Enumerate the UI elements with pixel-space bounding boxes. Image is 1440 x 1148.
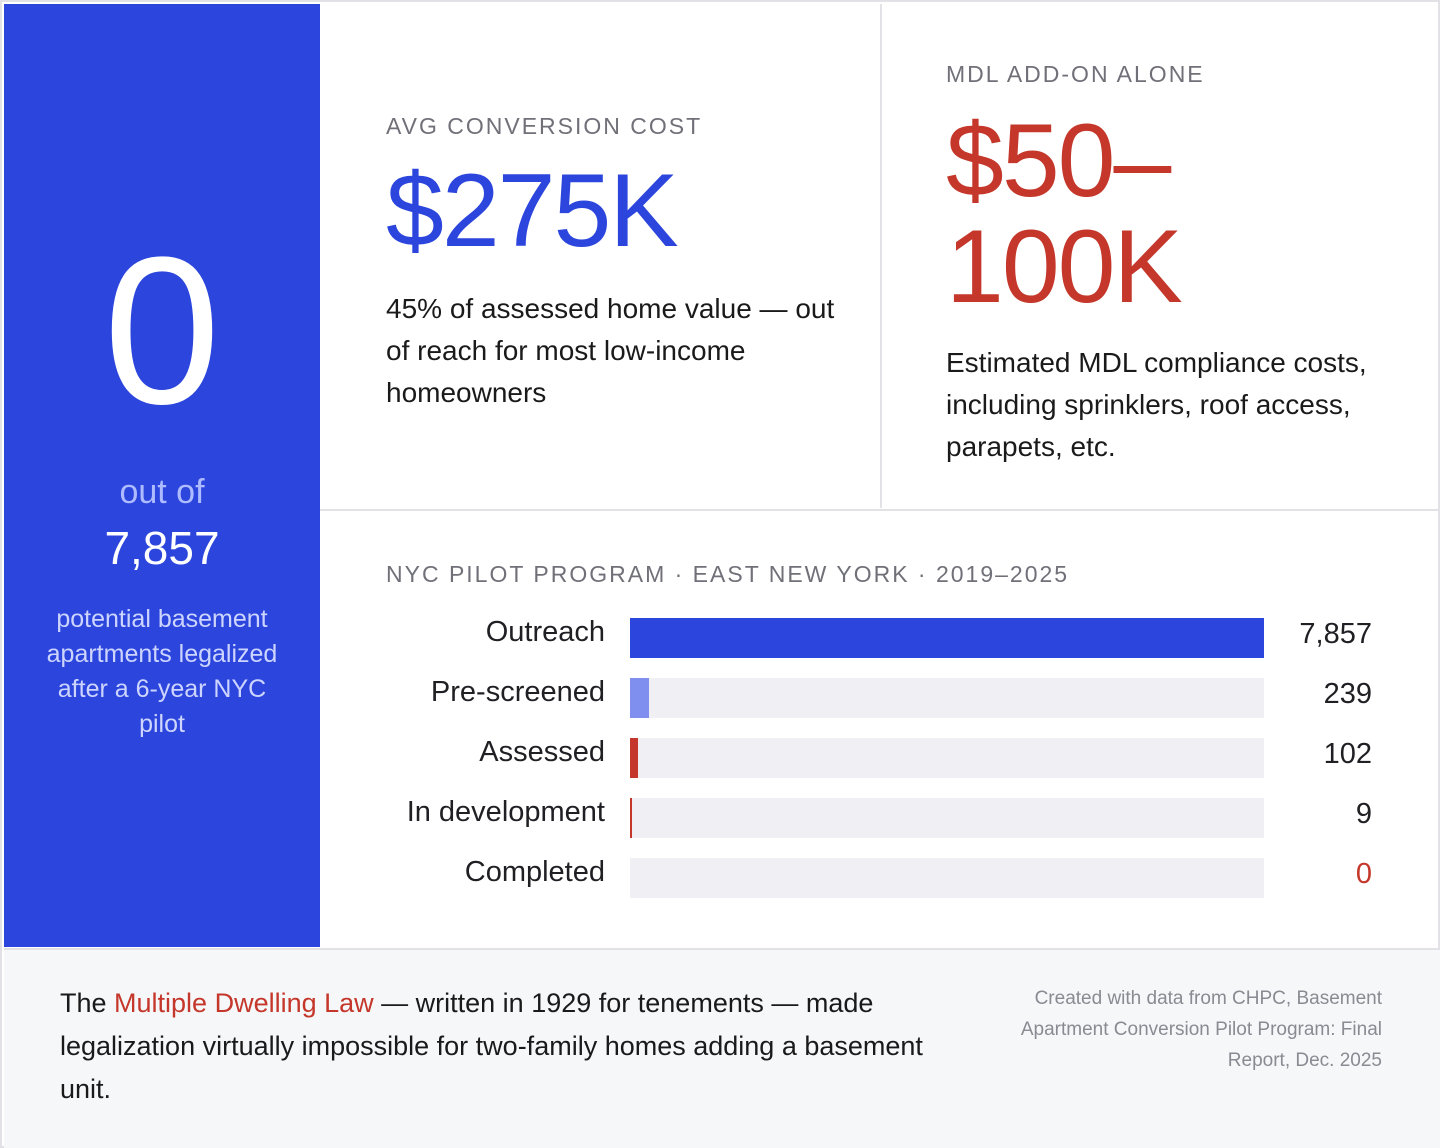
funnel-value-assessed: 102 bbox=[1323, 738, 1372, 770]
mdl-addon-value-line1: $50– bbox=[946, 103, 1170, 219]
conversion-cost-label: AVG CONVERSION COST bbox=[386, 113, 703, 139]
funnel-value-outreach: 7,857 bbox=[1299, 618, 1372, 650]
funnel-bar-outreach bbox=[630, 618, 1264, 658]
funnel-label-pre-screened: Pre-screened bbox=[430, 676, 605, 708]
total-potential-count: 7,857 bbox=[104, 522, 220, 574]
funnel-row-completed bbox=[320, 842, 1440, 902]
vertical-divider bbox=[880, 4, 882, 508]
funnel-bar-in-development bbox=[630, 798, 632, 838]
conversion-cost-card bbox=[386, 112, 846, 414]
funnel-track-outreach bbox=[630, 618, 1264, 658]
horizontal-divider bbox=[320, 509, 1440, 511]
mdl-addon-value bbox=[946, 103, 1416, 325]
footer-note bbox=[60, 982, 960, 1111]
mdl-addon-description: Estimated MDL compliance costs, including sprinklers, roof access, parapets, etc. bbox=[946, 347, 1367, 462]
funnel-row-outreach bbox=[320, 602, 1440, 662]
pilot-funnel-chart bbox=[320, 602, 1440, 922]
conversion-cost-value: $275K bbox=[386, 153, 677, 269]
left-panel-description: potential basement apartments legalized after a 6-year NYC pilot bbox=[46, 605, 278, 738]
footer-text-before: The bbox=[60, 988, 115, 1018]
funnel-bar-pre-screened bbox=[630, 678, 649, 718]
source-credit: Created with data from CHPC, Basement Apartment Conversion Pilot Program: Final Report, Dec. 2025 bbox=[1020, 988, 1382, 1071]
funnel-track-pre-screened bbox=[630, 678, 1264, 718]
left-summary-panel bbox=[4, 4, 320, 947]
funnel-row-assessed bbox=[320, 722, 1440, 782]
mdl-addon-card bbox=[946, 60, 1416, 468]
chart-title: NYC PILOT PROGRAM · EAST NEW YORK · 2019–2025 bbox=[386, 561, 1070, 587]
funnel-bar-assessed bbox=[630, 738, 638, 778]
multiple-dwelling-law-highlight: Multiple Dwelling Law bbox=[114, 988, 374, 1018]
funnel-row-in-development bbox=[320, 782, 1440, 842]
funnel-label-completed: Completed bbox=[464, 856, 605, 888]
funnel-value-completed: 0 bbox=[1355, 858, 1372, 890]
funnel-track-in-development bbox=[630, 798, 1264, 838]
funnel-value-pre-screened: 239 bbox=[1323, 678, 1372, 710]
mdl-addon-value-line2: 100K bbox=[946, 209, 1181, 325]
out-of-label: out of bbox=[119, 473, 205, 511]
funnel-track-completed bbox=[630, 858, 1264, 898]
funnel-track-assessed bbox=[630, 738, 1264, 778]
funnel-label-outreach: Outreach bbox=[485, 616, 605, 648]
conversion-cost-description: 45% of assessed home value — out of reach for most low-income homeowners bbox=[386, 293, 835, 408]
legalized-count: 0 bbox=[103, 213, 221, 448]
funnel-row-pre-screened bbox=[320, 662, 1440, 722]
footer bbox=[4, 948, 1440, 1148]
funnel-label-assessed: Assessed bbox=[479, 736, 605, 768]
mdl-addon-label: MDL ADD-ON ALONE bbox=[946, 61, 1205, 87]
funnel-label-in-development: In development bbox=[406, 796, 605, 828]
funnel-value-in-development: 9 bbox=[1355, 798, 1372, 830]
footer-text-after: — written in 1929 for tenements — made legalization virtually impossible for two-family homes adding a basement unit. bbox=[60, 988, 923, 1104]
